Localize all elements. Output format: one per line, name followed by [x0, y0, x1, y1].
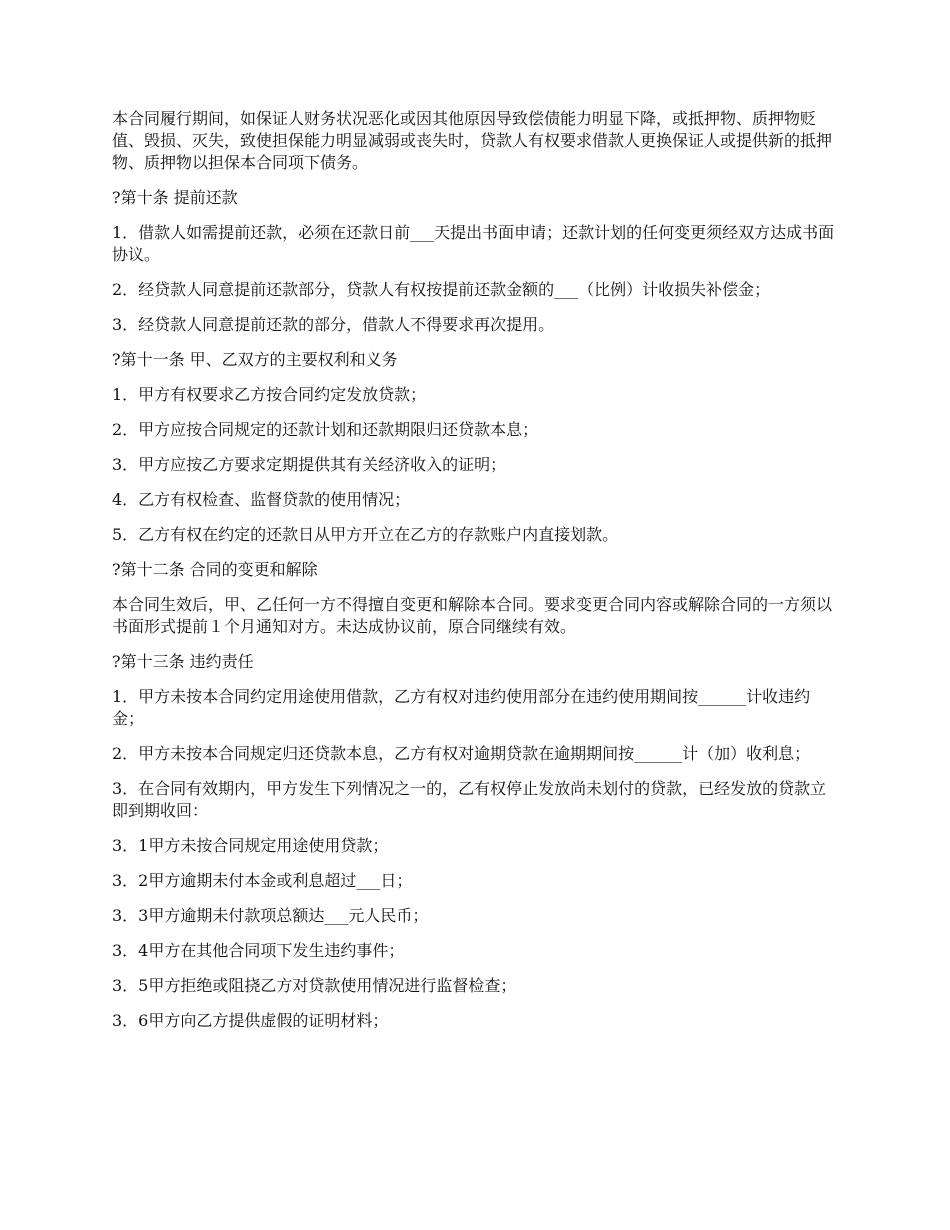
- paragraph-article-10-item-2: 2．经贷款人同意提前还款部分，贷款人有权按提前还款金额的___（比例）计收损失补偿金；: [112, 280, 771, 299]
- heading-article-11: ?第十一条 甲、乙双方的主要权利和义务: [112, 350, 398, 369]
- paragraph-article-13-item-3: 3．在合同有效期内，甲方发生下列情况之一的，乙有权停止发放尚未划付的贷款，已经发放的贷款立即到期收回：: [112, 779, 827, 820]
- paragraph-article-13-item-3-5: 3．5甲方拒绝或阻挠乙方对贷款使用情况进行监督检查；: [112, 976, 517, 995]
- paragraph-article-10-item-3: 3．经贷款人同意提前还款的部分，借款人不得要求再次提用。: [112, 315, 555, 334]
- paragraph-article-11-item-1: 1．甲方有权要求乙方按合同约定发放贷款；: [112, 385, 427, 404]
- paragraph-article-13-item-3-2: 3．2甲方逾期未付本金或利息超过___日；: [112, 871, 413, 890]
- paragraph-article-13-item-3-1: 3．1甲方未按合同规定用途使用贷款；: [112, 836, 389, 855]
- paragraph-article-11-item-5: 5．乙方有权在约定的还款日从甲方开立在乙方的存款账户内直接划款。: [112, 525, 619, 544]
- paragraph-article-11-item-4: 4．乙方有权检查、监督贷款的使用情况；: [112, 490, 411, 509]
- document-body: [112, 108, 842, 1045]
- paragraph-article-12-body: 本合同生效后，甲、乙任何一方不得擅自变更和解除本合同。要求变更合同内容或解除合同的一方须以书面形式提前１个月通知对方。未达成协议前，原合同继续有效。: [112, 595, 833, 636]
- paragraph-article-13-item-2: 2．甲方未按本合同规定归还贷款本息，乙方有权对逾期贷款在逾期期间按______计（加）收利息；: [112, 744, 811, 763]
- paragraph-article-11-item-2: 2．甲方应按合同规定的还款计划和还款期限归还贷款本息；: [112, 420, 539, 439]
- paragraph-article-10-item-1: 1．借款人如需提前还款，必须在还款日前___天提出书面申请；还款计划的任何变更须经双方达成书面协议。: [112, 223, 835, 264]
- paragraph-article-13-item-1: 1．甲方未按本合同约定用途使用借款，乙方有权对违约使用部分在违约使用期间按______计收违约金；: [112, 687, 811, 728]
- heading-article-13: ?第十三条 违约责任: [112, 652, 254, 671]
- paragraph-article-11-item-3: 3．甲方应按乙方要求定期提供其有关经济收入的证明；: [112, 455, 507, 474]
- paragraph-guarantee-change: 本合同履行期间，如保证人财务状况恶化或因其他原因导致偿债能力明显下降，或抵押物、质押物贬值、毁损、灭失，致使担保能力明显减弱或丧失时，贷款人有权要求借款人更换保证人或提供新的抵押物、质押物以担保本合同项下债务。: [112, 109, 833, 172]
- paragraph-article-13-item-3-3: 3．3甲方逾期未付款项总额达___元人民币；: [112, 906, 429, 925]
- paragraph-article-13-item-3-6: 3．6甲方向乙方提供虚假的证明材料；: [112, 1011, 389, 1030]
- heading-article-12: ?第十二条 合同的变更和解除: [112, 560, 318, 579]
- paragraph-article-13-item-3-4: 3．4甲方在其他合同项下发生违约事件；: [112, 941, 405, 960]
- heading-article-10: ?第十条 提前还款: [112, 188, 238, 207]
